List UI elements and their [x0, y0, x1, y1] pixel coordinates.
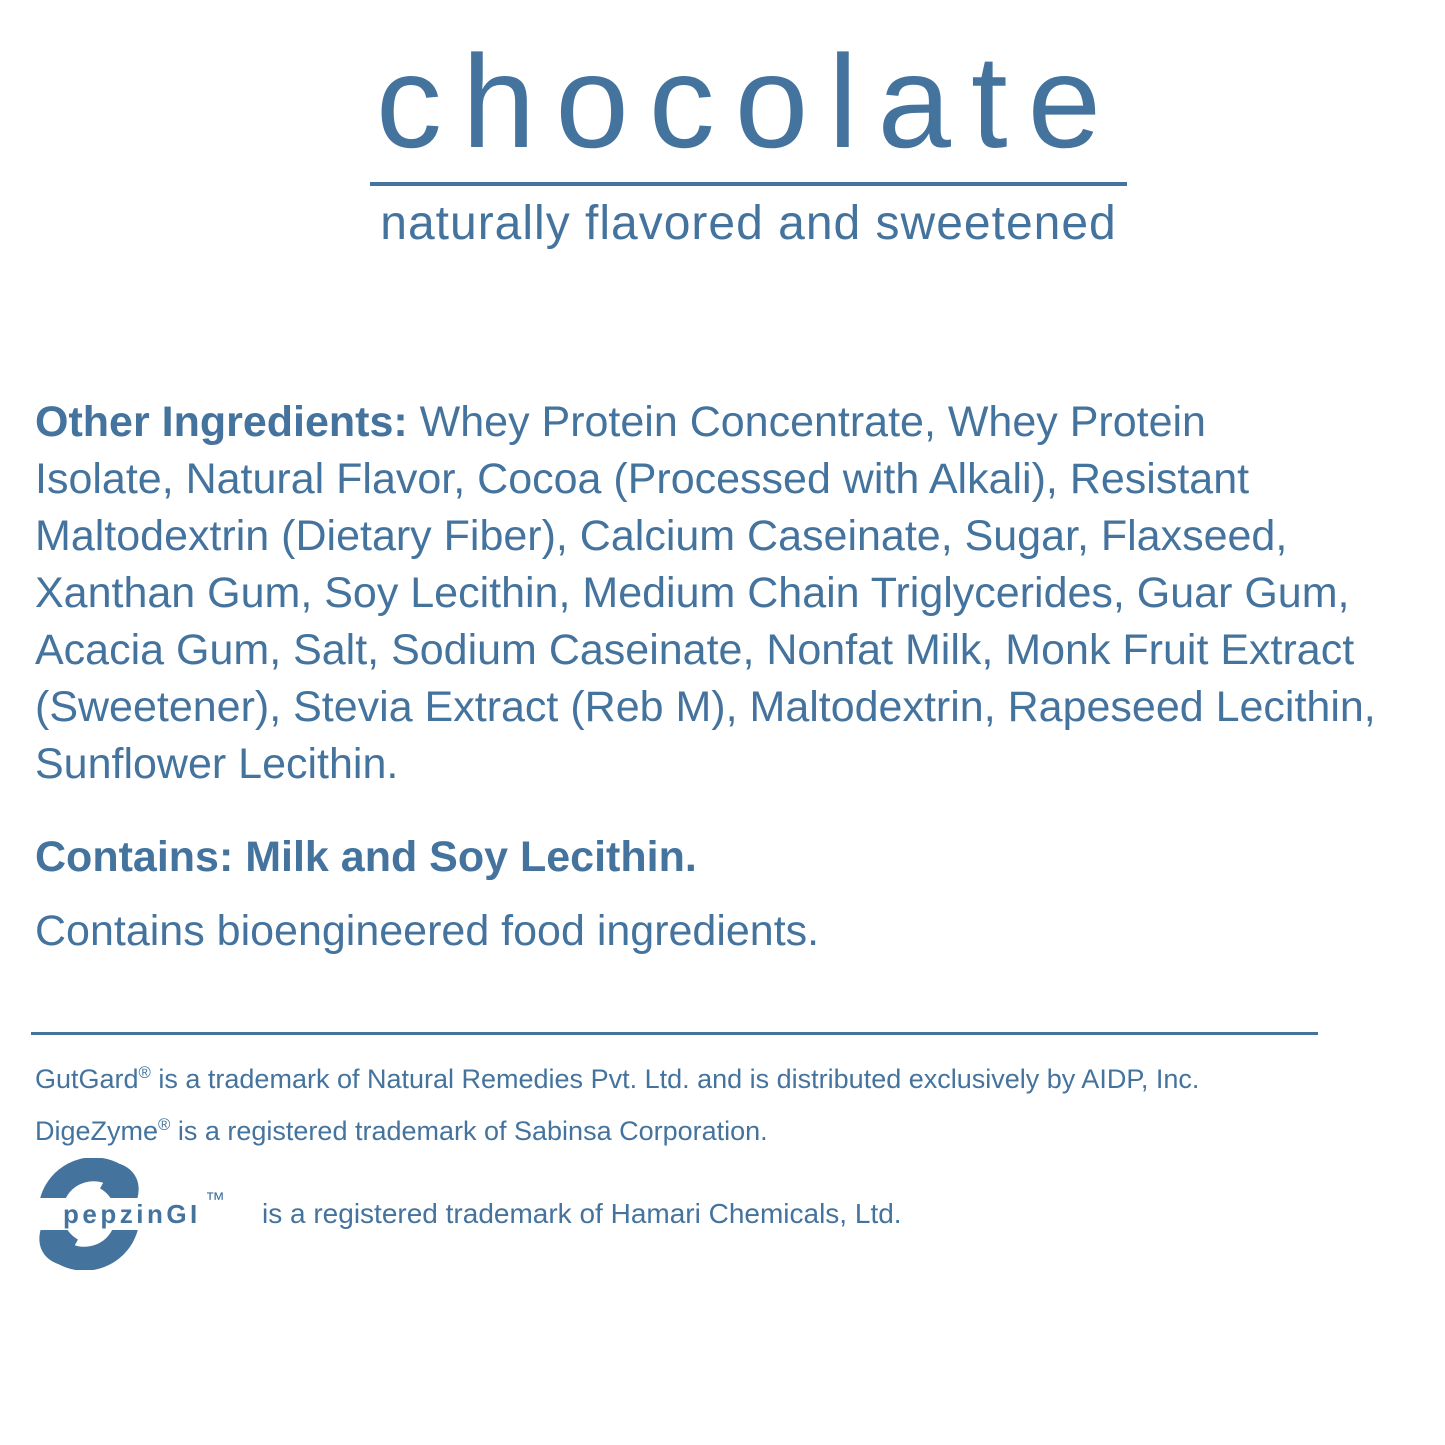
registered-mark-icon: ® — [138, 1063, 151, 1082]
logo-wordmark: pepzinGI — [63, 1199, 201, 1229]
flavor-header — [0, 28, 1445, 251]
flavor-subtitle: naturally flavored and sweetened — [380, 197, 1117, 250]
trademark-section — [35, 1053, 1199, 1157]
trademark-line-gutgard — [35, 1053, 1199, 1105]
pepzin-trademark-text: is a registered trademark of Hamari Chemicals, Ltd. — [262, 1198, 902, 1229]
trademark-brand: GutGard — [35, 1064, 139, 1094]
trademark-text: is a trademark of Natural Remedies Pvt. Ltd. and is distributed exclusively by AIDP, Inc. — [150, 1064, 1200, 1094]
divider-line — [31, 1032, 1318, 1035]
other-ingredients-label: Other Ingredients: — [35, 398, 408, 446]
logo-tm-mark-icon: ™ — [205, 1189, 225, 1211]
trademark-text: is a registered trademark of Sabinsa Corporation. — [170, 1116, 768, 1146]
ingredient-line: Isolate, Natural Flavor, Cocoa (Processed with Alkali), Resistant — [35, 455, 1250, 503]
ingredient-line — [35, 394, 1410, 451]
registered-mark-icon: ® — [158, 1115, 171, 1134]
ingredient-line: Sunflower Lecithin. — [35, 740, 399, 788]
trademark-line-digezyme — [35, 1105, 1199, 1157]
ingredient-line: Acacia Gum, Salt, Sodium Caseinate, Nonfat Milk, Monk Fruit Extract — [35, 626, 1355, 674]
pepzin-trademark-row — [33, 1158, 902, 1270]
flavor-title: chocolate — [375, 28, 1122, 175]
pepzin-gi-logo-icon — [33, 1158, 248, 1270]
ingredient-line: Xanthan Gum, Soy Lecithin, Medium Chain Triglycerides, Guar Gum, — [35, 569, 1350, 617]
ingredient-line-text: Whey Protein Concentrate, Whey Protein — [407, 398, 1206, 446]
ingredient-line: Maltodextrin (Dietary Fiber), Calcium Caseinate, Sugar, Flaxseed, — [35, 512, 1288, 560]
ingredients-section — [35, 394, 1410, 960]
other-ingredients-paragraph — [35, 394, 1410, 793]
trademark-brand: DigeZyme — [35, 1116, 159, 1146]
ingredient-line: (Sweetener), Stevia Extract (Reb M), Maltodextrin, Rapeseed Lecithin, — [35, 683, 1376, 731]
allergen-statement: Contains: Milk and Soy Lecithin. — [35, 833, 697, 881]
bioengineered-statement: Contains bioengineered food ingredients. — [35, 907, 820, 955]
title-block — [370, 28, 1127, 186]
